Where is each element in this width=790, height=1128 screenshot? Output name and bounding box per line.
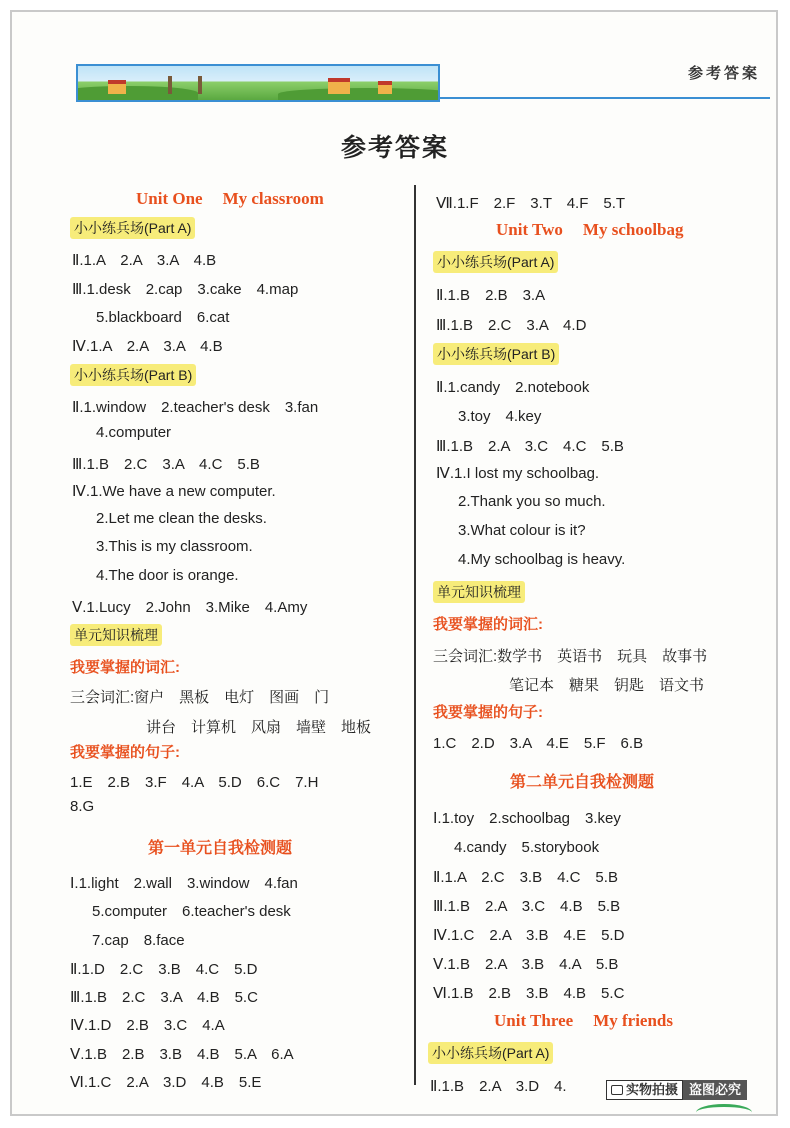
left-partB-line: Ⅲ.1.B 2.C 3.A 4.C 5.B bbox=[72, 456, 260, 473]
left-vocab-line: 三会词汇:窗户 黑板 电灯 图画 门 bbox=[70, 689, 330, 706]
left-partA-line: Ⅱ.1.A 2.A 3.A 4.B bbox=[72, 252, 217, 269]
right-partA-line: Ⅱ.1.B 2.B 3.A bbox=[436, 287, 546, 304]
right-partB-tag: 小小练兵场(Part B) bbox=[433, 343, 559, 365]
left-test-line: Ⅲ.1.B 2.C 3.A 4.B 5.C bbox=[70, 989, 258, 1006]
right-top-line: Ⅶ.1.F 2.F 3.T 4.F 5.T bbox=[436, 195, 626, 212]
left-test-title: 第一单元自我检测题 bbox=[148, 840, 293, 857]
unit3-title: Unit Three My friends bbox=[494, 1011, 673, 1030]
decorative-swoosh bbox=[696, 1104, 752, 1121]
left-vocab-line: 讲台 计算机 风扇 墙壁 地板 bbox=[146, 719, 372, 736]
left-partB-line: Ⅴ.1.Lucy 2.John 3.Mike 4.Amy bbox=[72, 599, 308, 616]
right-partB-line: 2.Thank you so much. bbox=[458, 493, 606, 510]
right-test-line: Ⅱ.1.A 2.C 3.B 4.C 5.B bbox=[433, 869, 618, 886]
right-sent-head: 我要掌握的句子: bbox=[433, 704, 543, 721]
right-test-line: Ⅴ.1.B 2.A 3.B 4.A 5.B bbox=[433, 956, 619, 973]
left-test-line: Ⅳ.1.D 2.B 3.C 4.A bbox=[70, 1017, 225, 1034]
left-test-line: Ⅴ.1.B 2.B 3.B 4.B 5.A 6.A bbox=[70, 1046, 294, 1063]
left-partB-line: 4.The door is orange. bbox=[96, 567, 239, 584]
left-partA-line: Ⅲ.1.desk 2.cap 3.cake 4.map bbox=[72, 281, 299, 298]
right-test-line: 4.candy 5.storybook bbox=[454, 839, 600, 856]
left-partB-tag: 小小练兵场(Part B) bbox=[70, 364, 196, 386]
left-sent-head: 我要掌握的句子: bbox=[70, 744, 180, 761]
left-partA-line: Ⅳ.1.A 2.A 3.A 4.B bbox=[72, 338, 223, 355]
page-frame bbox=[10, 10, 778, 1116]
right-partA-tag: 小小练兵场(Part A) bbox=[433, 251, 558, 273]
right-review-tag: 单元知识梳理 bbox=[433, 581, 525, 603]
right-sent-line: 1.C 2.D 3.A 4.E 5.F 6.B bbox=[433, 735, 644, 752]
left-partB-line: Ⅳ.1.We have a new computer. bbox=[72, 483, 276, 500]
unit1-title: Unit One My classroom bbox=[136, 189, 324, 208]
right-test-line: Ⅲ.1.B 2.A 3.C 4.B 5.B bbox=[433, 898, 621, 915]
left-partB-line: Ⅱ.1.window 2.teacher's desk 3.fan bbox=[72, 399, 319, 416]
header-rule bbox=[440, 97, 770, 99]
header-banner-image bbox=[76, 64, 440, 102]
left-review-tag: 单元知识梳理 bbox=[70, 624, 162, 646]
right-partB-line: 4.My schoolbag is heavy. bbox=[458, 551, 626, 568]
right-vocab-line: 笔记本 糖果 钥匙 语文书 bbox=[509, 677, 705, 694]
left-test-line: Ⅱ.1.D 2.C 3.B 4.C 5.D bbox=[70, 961, 258, 978]
watermark-right-text: 盗图必究 bbox=[683, 1080, 747, 1100]
left-sent-line: 8.G bbox=[70, 798, 95, 815]
left-partA-tag: 小小练兵场(Part A) bbox=[70, 217, 195, 239]
left-test-line: Ⅵ.1.C 2.A 3.D 4.B 5.E bbox=[70, 1074, 262, 1091]
left-vocab-head: 我要掌握的词汇: bbox=[70, 659, 180, 676]
left-partB-line: 3.This is my classroom. bbox=[96, 538, 253, 555]
right-test-title: 第二单元自我检测题 bbox=[510, 774, 655, 791]
right-partA3-tag: 小小练兵场(Part A) bbox=[428, 1042, 553, 1064]
right-partB-line: Ⅲ.1.B 2.A 3.C 4.C 5.B bbox=[436, 438, 624, 455]
right-partA3-line: Ⅱ.1.B 2.A 3.D 4. bbox=[430, 1078, 567, 1095]
watermark bbox=[606, 1080, 747, 1100]
column-divider bbox=[414, 185, 416, 1085]
right-vocab-head: 我要掌握的词汇: bbox=[433, 616, 543, 633]
right-vocab-line: 三会词汇:数学书 英语书 玩具 故事书 bbox=[433, 648, 708, 665]
page-title: 参考答案 bbox=[340, 133, 449, 162]
left-test-line: Ⅰ.1.light 2.wall 3.window 4.fan bbox=[70, 875, 298, 892]
header-label: 参考答案 bbox=[687, 64, 760, 82]
right-partB-line: Ⅳ.1.I lost my schoolbag. bbox=[436, 465, 600, 482]
camera-icon bbox=[611, 1085, 623, 1095]
right-partA-line: Ⅲ.1.B 2.C 3.A 4.D bbox=[436, 317, 587, 334]
right-partB-line: 3.toy 4.key bbox=[458, 408, 542, 425]
watermark-left-text: 实物拍摄 bbox=[626, 1082, 679, 1097]
left-partA-line: 5.blackboard 6.cat bbox=[96, 309, 230, 326]
left-partB-line: 2.Let me clean the desks. bbox=[96, 510, 267, 527]
right-partB-line: 3.What colour is it? bbox=[458, 522, 586, 539]
left-partB-line: 4.computer bbox=[96, 424, 172, 441]
left-test-line: 7.cap 8.face bbox=[92, 932, 185, 949]
right-partB-line: Ⅱ.1.candy 2.notebook bbox=[436, 379, 590, 396]
unit2-title: Unit Two My schoolbag bbox=[496, 220, 684, 239]
watermark-left bbox=[606, 1080, 683, 1100]
right-test-line: Ⅳ.1.C 2.A 3.B 4.E 5.D bbox=[433, 927, 625, 944]
right-test-line: Ⅵ.1.B 2.B 3.B 4.B 5.C bbox=[433, 985, 625, 1002]
left-test-line: 5.computer 6.teacher's desk bbox=[92, 903, 291, 920]
right-test-line: Ⅰ.1.toy 2.schoolbag 3.key bbox=[433, 810, 621, 827]
left-sent-line: 1.E 2.B 3.F 4.A 5.D 6.C 7.H bbox=[70, 774, 319, 791]
